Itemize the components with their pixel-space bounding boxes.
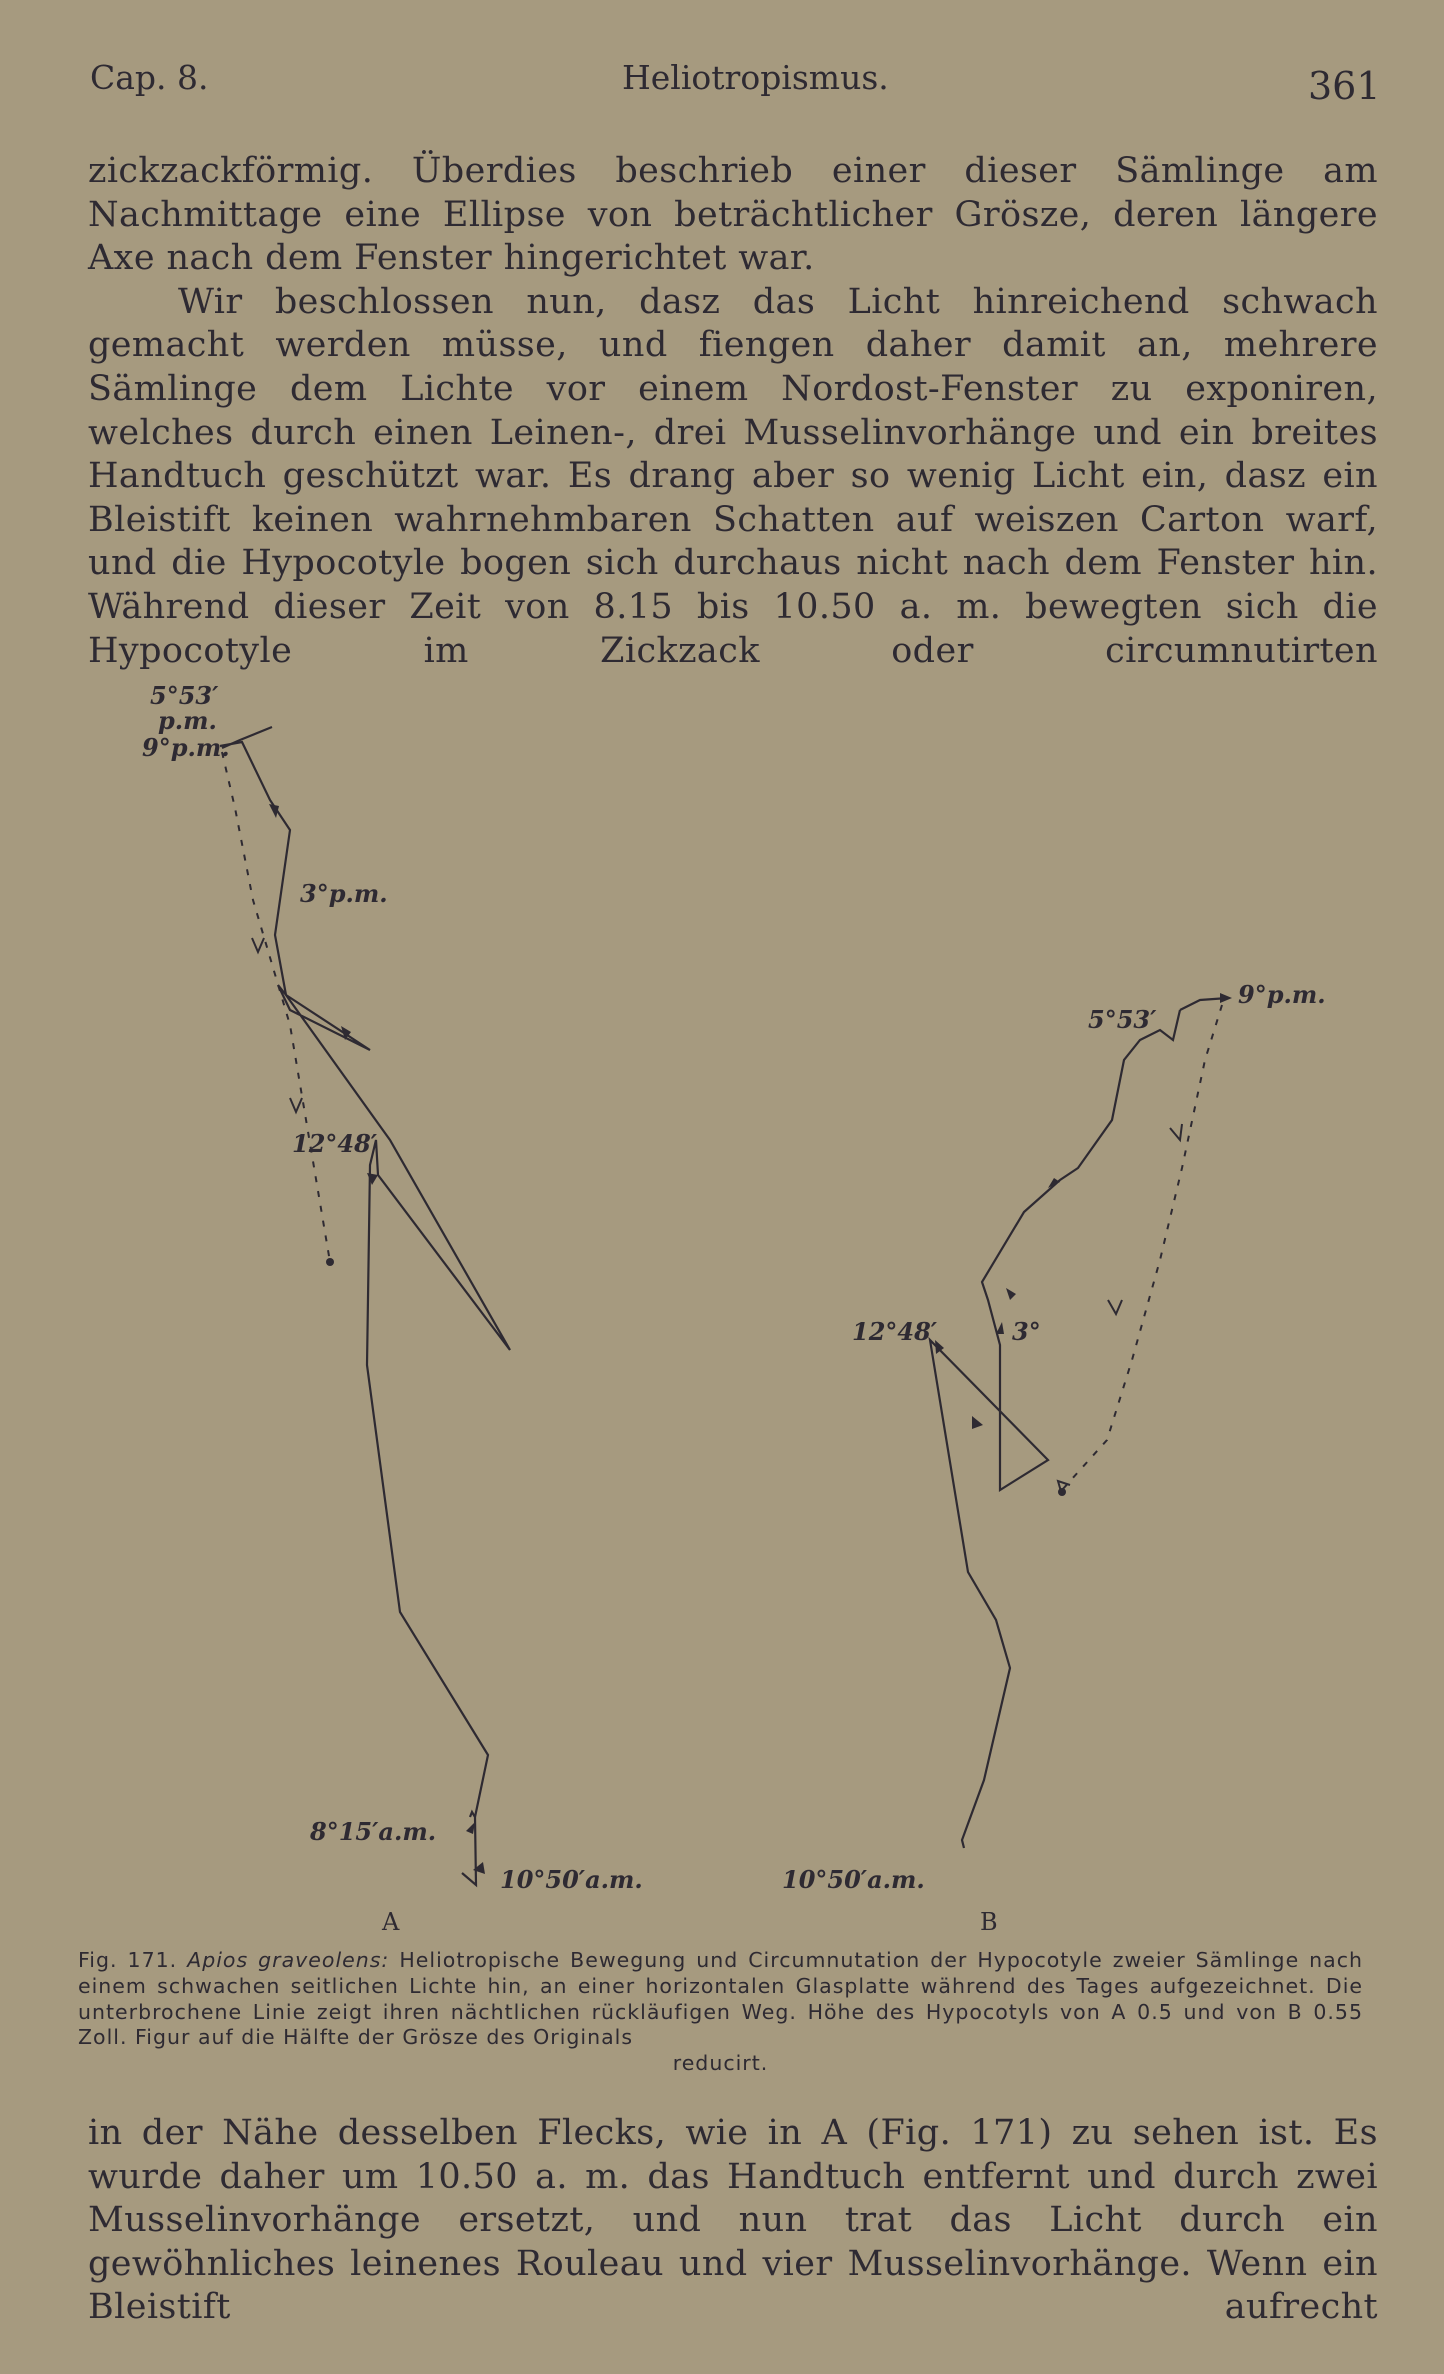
label-B-553: 5°53′ bbox=[1088, 1005, 1157, 1034]
paragraph-1: zickzackförmig. Überdies beschrieb einer dieser Sämlinge am Nachmittage eine Ellipse von beträchtlicher Grösze, deren längere Axe nach dem Fenster hingerichtet war. bbox=[88, 151, 1378, 279]
label-A-9pm: 9°p.m. bbox=[142, 733, 230, 762]
trace-A-end-dot bbox=[326, 1258, 334, 1266]
caption-text: Heliotropische Bewegung und Circumnutation der Hypocotyle zweier Sämlinge nach einem schwachen seitlichen Lichte hin, an einer horizontalen Glasplatte während des Tages aufgezeichnet. Die unterbrochene Linie zeigt ihren nächtlichen rückläufigen Weg. Höhe des Hypocotyls von A 0.5 und von B 0.55 Zoll. Figur auf die Hälfte der Grösze des Originals bbox=[78, 1948, 1363, 2050]
caption-species: Apios graveolens: bbox=[187, 1948, 390, 1972]
page-number: 361 bbox=[1308, 64, 1381, 108]
label-A-3pm: 3°p.m. bbox=[300, 879, 388, 908]
label-B-3: 3° bbox=[1012, 1317, 1041, 1346]
paragraph-3: in der Nähe desselben Flecks, wie in A (Fig. 171) zu sehen ist. Es wurde daher um 10.50 a. m. das Handtuch entfernt und durch zwei Musselinvorhänge ersetzt, und nun trat das Licht durch ein gewöhnliches leinenes Rouleau und vier Musselinvorhänge. Wenn ein Bleistift aufrecht bbox=[88, 2113, 1378, 2328]
caption-fig-label: Fig. 171. bbox=[78, 1948, 178, 1972]
trace-B-night-marks bbox=[1058, 1124, 1182, 1495]
caption-last-line: reducirt. bbox=[672, 2051, 769, 2076]
label-A-pm: p.m. bbox=[158, 706, 217, 735]
label-A-553: 5°53′ bbox=[150, 681, 219, 710]
trace-B-night bbox=[1062, 1005, 1222, 1490]
label-A-1248: 12°48′ bbox=[292, 1129, 378, 1158]
trace-A-night bbox=[222, 752, 330, 1262]
panel-label-A: A bbox=[382, 1908, 400, 1936]
label-B-9pm: 9°p.m. bbox=[1238, 980, 1326, 1009]
figure-caption bbox=[78, 1948, 1363, 2077]
running-title: Heliotropismus. bbox=[622, 58, 889, 97]
bottom-body-text bbox=[88, 2112, 1378, 2374]
label-B-1050am: 10°50′a.m. bbox=[782, 1865, 925, 1894]
trace-A-night-marks bbox=[252, 938, 302, 1112]
label-A-1050am: 10°50′a.m. bbox=[500, 1865, 643, 1894]
trace-B-arrows bbox=[935, 993, 1232, 1429]
chapter-label: Cap. 8. bbox=[90, 58, 209, 97]
panel-label-B: B bbox=[980, 1908, 998, 1936]
trace-B-end-dot bbox=[1058, 1488, 1066, 1496]
label-B-1248: 12°48′ bbox=[852, 1317, 938, 1346]
label-A-815am: 8°15′a.m. bbox=[310, 1817, 437, 1846]
trace-A-arrows bbox=[269, 804, 485, 1874]
paragraph-2: Wir beschlossen nun, dasz das Licht hinreichend schwach gemacht werden müsse, und fiengen daher damit an, mehrere Sämlinge dem Lichte vor einem Nordost-Fenster zu exponiren, welches durch einen Leinen-, drei Musselinvorhänge und ein breites Handtuch geschützt war. Es drang aber so wenig Licht ein, dasz ein Bleistift keinen wahrnehmbaren Schatten auf weiszen Carton warf, und die Hypocotyle bogen sich durchaus nicht nach dem Fenster hin. Während dieser Zeit von 8.15 bis 10.50 a. m. bewegten sich die Hypocotyle im Zickzack oder circumnutirten bbox=[88, 281, 1378, 671]
